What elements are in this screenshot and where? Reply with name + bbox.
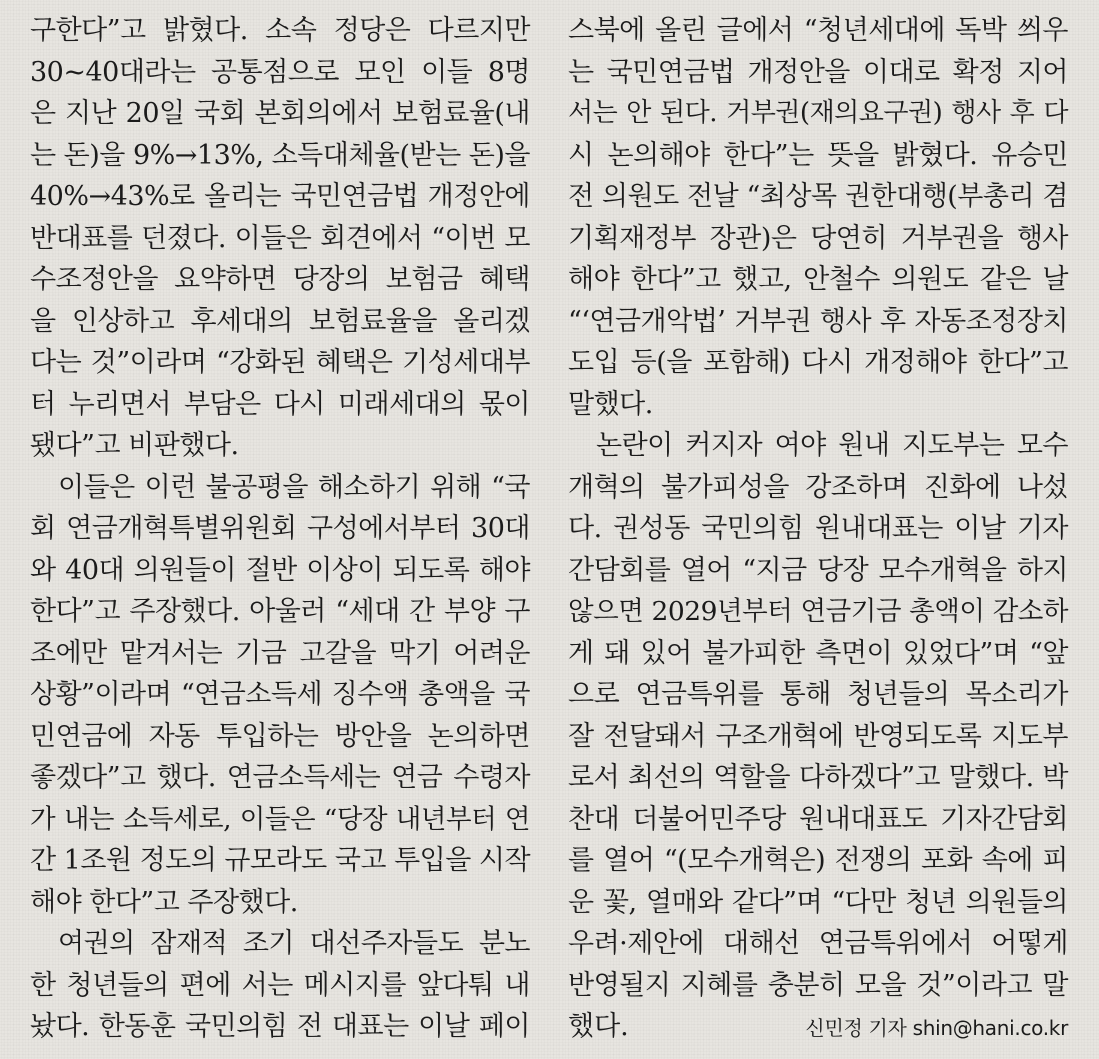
text-line: 40%→43%로 올리는 국민연금법 개정안에 [30,181,530,212]
text-line: 우려·제안에 대해선 연금특위에서 어떻게 [568,928,1068,959]
text-line: 가 내는 소득세로, 이들은 “당장 내년부터 연 [30,803,530,835]
text-line: 으로 연금특위를 통해 청년들의 목소리가 [568,679,1068,710]
paragraph-start-line: 여권의 잠재적 조기 대선주자들도 분노 [58,928,530,959]
text-line: 구한다”고 밝혔다. 소속 정당은 다르지만 [30,15,530,46]
text-line: 말했다. [568,388,653,420]
text-line: 다. 권성동 국민의힘 원내대표는 이날 기자 [568,513,1068,544]
text-line: 간담회를 열어 “지금 당장 모수개혁을 하지 [568,554,1068,586]
article-column-left [30,10,530,1048]
text-line: 상황”이라며 “연금소득세 징수액 총액을 국 [30,679,530,710]
text-line: 놨다. 한동훈 국민의힘 전 대표는 이날 페이 [30,1011,530,1042]
text-line: 도입 등(을 포함해) 다시 개정해야 한다”고 [568,347,1068,378]
article-column-right [568,10,1068,1048]
text-line: 다는 것”이라며 “강화된 혜택은 기성세대부 [30,347,530,378]
byline [805,1008,1068,1050]
reporter-name: 신민정 기자 [805,1016,907,1040]
text-line: 간 1조원 정도의 규모라도 국고 투입을 시작 [30,845,531,876]
text-line: 했다. [568,1011,629,1042]
text-line: 됐다”고 비판했다. [30,430,239,461]
reporter-email: shin@hani.co.kr [912,1016,1068,1040]
text-line: 30~40대라는 공통점으로 모인 이들 8명 [30,56,530,88]
text-line: 는 돈)을 9%→13%, 소득대체율(받는 돈)을 [30,139,530,171]
text-line: 조에만 맡겨서는 기금 고갈을 막기 어려운 [30,637,530,669]
text-line: 운 꽃, 열매와 같다”며 “다만 청년 의원들의 [568,886,1068,918]
text-line: 와 40대 의원들이 절반 이상이 되도록 해야 [30,554,530,586]
text-line: 은 지난 20일 국회 본회의에서 보험료율(내 [30,98,530,129]
text-line: 회 연금개혁특별위원회 구성에서부터 30대 [30,513,530,544]
text-line: 반대표를 던졌다. 이들은 회견에서 “이번 모 [30,222,530,254]
closing-line-with-byline [568,1006,1068,1048]
text-line: 해야 한다”고 주장했다. [30,886,298,918]
text-line: 터 누리면서 부담은 다시 미래세대의 몫이 [30,388,530,420]
text-line: 기획재정부 장관)은 당연히 거부권을 행사 [568,222,1068,254]
text-line: 시 논의해야 한다”는 뜻을 밝혔다. 유승민 [568,139,1068,171]
text-line: 수조정안을 요약하면 당장의 보험금 혜택 [30,264,530,295]
text-line: 게 돼 있어 불가피한 측면이 있었다”며 “앞 [568,637,1068,669]
text-line: 개혁의 불가피성을 강조하며 진화에 나섰 [568,471,1068,503]
text-line: “‘연금개악법’ 거부권 행사 후 자동조정장치 [568,305,1068,337]
text-line: 좋겠다”고 했다. 연금소득세는 연금 수령자 [30,762,530,793]
text-line: 한다”고 주장했다. 아울러 “세대 간 부양 구 [30,596,530,627]
text-line: 않으면 2029년부터 연금기금 총액이 감소하 [568,596,1068,627]
text-line: 전 의원도 전날 “최상목 권한대행(부총리 겸 [568,181,1068,212]
text-line: 찬대 더불어민주당 원내대표도 기자간담회 [568,803,1068,835]
text-line: 해야 한다”고 했고, 안철수 의원도 같은 날 [568,264,1068,295]
text-line: 를 열어 “(모수개혁은) 전쟁의 포화 속에 피 [568,845,1068,876]
text-line: 스북에 올린 글에서 “청년세대에 독박 씌우 [568,15,1068,46]
text-line: 반영될지 지혜를 충분히 모을 것”이라고 말 [568,969,1068,1001]
text-line: 로서 최선의 역할을 다하겠다”고 말했다. 박 [568,762,1068,793]
text-line: 한 청년들의 편에 서는 메시지를 앞다퉈 내 [30,969,530,1001]
paragraph-start-line: 이들은 이런 불공평을 해소하기 위해 “국 [58,471,530,503]
text-line: 서는 안 된다. 거부권(재의요구권) 행사 후 다 [568,98,1068,128]
text-line: 잘 전달돼서 구조개혁에 반영되도록 지도부 [568,720,1068,752]
text-line: 을 인상하고 후세대의 보험료율을 올리겠 [30,305,530,337]
text-line: 민연금에 자동 투입하는 방안을 논의하면 [30,720,530,752]
text-line: 는 국민연금법 개정안을 이대로 확정 지어 [568,56,1068,88]
paragraph-start-line: 논란이 커지자 여야 원내 지도부는 모수 [596,430,1068,461]
